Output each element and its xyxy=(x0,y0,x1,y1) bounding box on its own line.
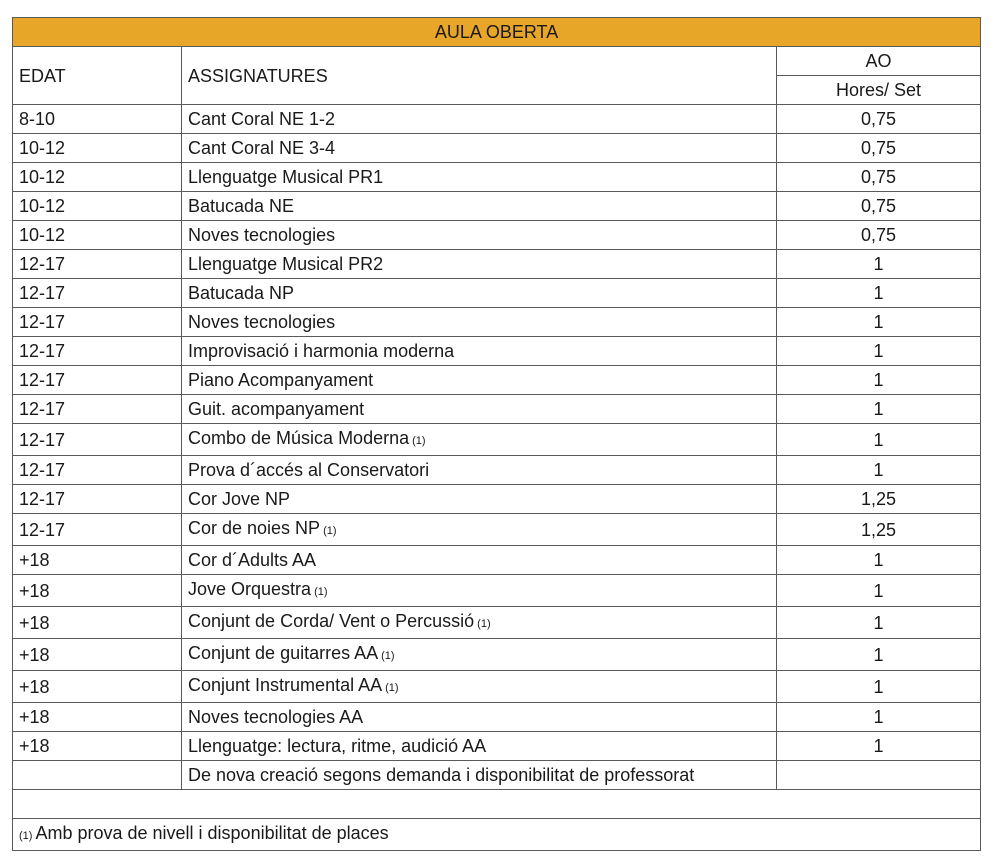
cell-hours: 1 xyxy=(777,639,981,671)
cell-edat: 12-17 xyxy=(13,514,182,546)
subject-name: Cor d´Adults AA xyxy=(188,550,317,570)
cell-subject xyxy=(182,607,777,639)
subject-name: Llenguatge Musical PR2 xyxy=(188,254,384,274)
table-row xyxy=(13,163,981,192)
cell-edat: +18 xyxy=(13,546,182,575)
cell-subject xyxy=(182,485,777,514)
subject-name: Batucada NE xyxy=(188,196,295,216)
cell-subject xyxy=(182,308,777,337)
cell-subject xyxy=(182,221,777,250)
table-row xyxy=(13,575,981,607)
footnote-marker: (1) xyxy=(385,682,399,694)
subject-name: Llenguatge: lectura, ritme, audició AA xyxy=(188,736,487,756)
subject-name: Combo de Música Moderna xyxy=(188,428,410,448)
table-row xyxy=(13,337,981,366)
cell-subject xyxy=(182,395,777,424)
cell-subject xyxy=(182,279,777,308)
cell-hours: 1,25 xyxy=(777,485,981,514)
subject-name: Cant Coral NE 1-2 xyxy=(188,109,336,129)
cell-subject xyxy=(182,424,777,456)
table-row xyxy=(13,279,981,308)
cell-edat: 10-12 xyxy=(13,192,182,221)
header-row xyxy=(13,47,981,76)
table-row xyxy=(13,105,981,134)
cell-hours: 0,75 xyxy=(777,163,981,192)
cell-edat: 12-17 xyxy=(13,456,182,485)
subject-name: Jove Orquestra xyxy=(188,579,312,599)
subject-name: Noves tecnologies xyxy=(188,312,336,332)
cell-hours: 1 xyxy=(777,456,981,485)
table-row xyxy=(13,250,981,279)
table-row xyxy=(13,514,981,546)
header-ao: AO xyxy=(777,47,981,76)
cell-edat: 12-17 xyxy=(13,424,182,456)
cell-edat: +18 xyxy=(13,703,182,732)
footnote-marker: (1) xyxy=(314,586,328,598)
cell-hours: 1,25 xyxy=(777,514,981,546)
table-row xyxy=(13,192,981,221)
subject-name: Piano Acompanyament xyxy=(188,370,374,390)
cell-subject xyxy=(182,366,777,395)
table-row xyxy=(13,546,981,575)
cell-hours: 1 xyxy=(777,366,981,395)
table-row xyxy=(13,308,981,337)
footnote-marker: (1) xyxy=(381,650,395,662)
footnote-text: Amb prova de nivell i disponibilitat de places xyxy=(35,823,389,843)
subject-name: De nova creació segons demanda i disponibilitat de professorat xyxy=(188,765,695,785)
cell-edat: 10-12 xyxy=(13,163,182,192)
cell-subject xyxy=(182,105,777,134)
cell-hours: 1 xyxy=(777,575,981,607)
cell-hours xyxy=(777,761,981,790)
cell-edat: +18 xyxy=(13,732,182,761)
header-edat: EDAT xyxy=(13,47,182,105)
table-row xyxy=(13,703,981,732)
cell-subject xyxy=(182,546,777,575)
table-row xyxy=(13,366,981,395)
table-title: AULA OBERTA xyxy=(13,18,981,47)
subject-name: Noves tecnologies AA xyxy=(188,707,364,727)
subject-name: Conjunt de guitarres AA xyxy=(188,643,379,663)
cell-edat: 10-12 xyxy=(13,221,182,250)
subject-name: Llenguatge Musical PR1 xyxy=(188,167,384,187)
cell-edat: 12-17 xyxy=(13,308,182,337)
cell-edat: 12-17 xyxy=(13,279,182,308)
cell-edat: +18 xyxy=(13,607,182,639)
footnote-marker: (1) xyxy=(477,618,491,630)
cell-edat: 12-17 xyxy=(13,485,182,514)
cell-subject xyxy=(182,337,777,366)
cell-edat: 12-17 xyxy=(13,395,182,424)
cell-edat: +18 xyxy=(13,671,182,703)
table-row xyxy=(13,761,981,790)
cell-hours: 1 xyxy=(777,308,981,337)
footnote-cell xyxy=(13,819,981,851)
cell-hours: 0,75 xyxy=(777,221,981,250)
subject-name: Cor de noies NP xyxy=(188,518,321,538)
cell-hours: 0,75 xyxy=(777,105,981,134)
footnote-marker: (1) xyxy=(323,525,337,537)
footnote-row xyxy=(13,819,981,851)
cell-edat: 12-17 xyxy=(13,337,182,366)
cell-subject xyxy=(182,514,777,546)
cell-subject xyxy=(182,163,777,192)
subject-name: Noves tecnologies xyxy=(188,225,336,245)
cell-subject xyxy=(182,456,777,485)
table-row xyxy=(13,134,981,163)
cell-edat: +18 xyxy=(13,639,182,671)
title-row xyxy=(13,18,981,47)
cell-hours: 1 xyxy=(777,424,981,456)
aula-oberta-table xyxy=(12,17,981,851)
cell-hours: 1 xyxy=(777,337,981,366)
cell-subject xyxy=(182,671,777,703)
cell-hours: 1 xyxy=(777,703,981,732)
cell-hours: 1 xyxy=(777,279,981,308)
footnote-marker: (1) xyxy=(19,830,33,842)
cell-hours: 1 xyxy=(777,395,981,424)
table-row xyxy=(13,456,981,485)
cell-edat xyxy=(13,761,182,790)
table-row xyxy=(13,485,981,514)
subject-name: Prova d´accés al Conservatori xyxy=(188,460,430,480)
cell-subject xyxy=(182,250,777,279)
blank-cell xyxy=(13,790,981,819)
cell-hours: 1 xyxy=(777,671,981,703)
table-row xyxy=(13,221,981,250)
subject-name: Cant Coral NE 3-4 xyxy=(188,138,336,158)
table-row xyxy=(13,607,981,639)
cell-hours: 1 xyxy=(777,607,981,639)
subject-name: Improvisació i harmonia moderna xyxy=(188,341,455,361)
subject-name: Conjunt de Corda/ Vent o Percussió xyxy=(188,611,475,631)
cell-hours: 0,75 xyxy=(777,192,981,221)
cell-edat: 12-17 xyxy=(13,250,182,279)
table-row xyxy=(13,395,981,424)
table-row xyxy=(13,732,981,761)
cell-edat: 12-17 xyxy=(13,366,182,395)
cell-subject xyxy=(182,575,777,607)
table-row xyxy=(13,424,981,456)
cell-subject xyxy=(182,703,777,732)
cell-subject xyxy=(182,732,777,761)
footnote-marker: (1) xyxy=(412,435,426,447)
subject-name: Guit. acompanyament xyxy=(188,399,365,419)
cell-edat: 8-10 xyxy=(13,105,182,134)
blank-row xyxy=(13,790,981,819)
cell-hours: 1 xyxy=(777,250,981,279)
subject-name: Cor Jove NP xyxy=(188,489,291,509)
table-row xyxy=(13,671,981,703)
subject-name: Conjunt Instrumental AA xyxy=(188,675,383,695)
subject-name: Batucada NP xyxy=(188,283,295,303)
cell-subject xyxy=(182,639,777,671)
cell-edat: +18 xyxy=(13,575,182,607)
cell-hours: 1 xyxy=(777,732,981,761)
cell-hours: 0,75 xyxy=(777,134,981,163)
cell-hours: 1 xyxy=(777,546,981,575)
cell-edat: 10-12 xyxy=(13,134,182,163)
cell-subject xyxy=(182,192,777,221)
table-row xyxy=(13,639,981,671)
header-hours-per-week: Hores/ Set xyxy=(777,76,981,105)
cell-subject xyxy=(182,134,777,163)
header-assignatures: ASSIGNATURES xyxy=(182,47,777,105)
cell-subject xyxy=(182,761,777,790)
